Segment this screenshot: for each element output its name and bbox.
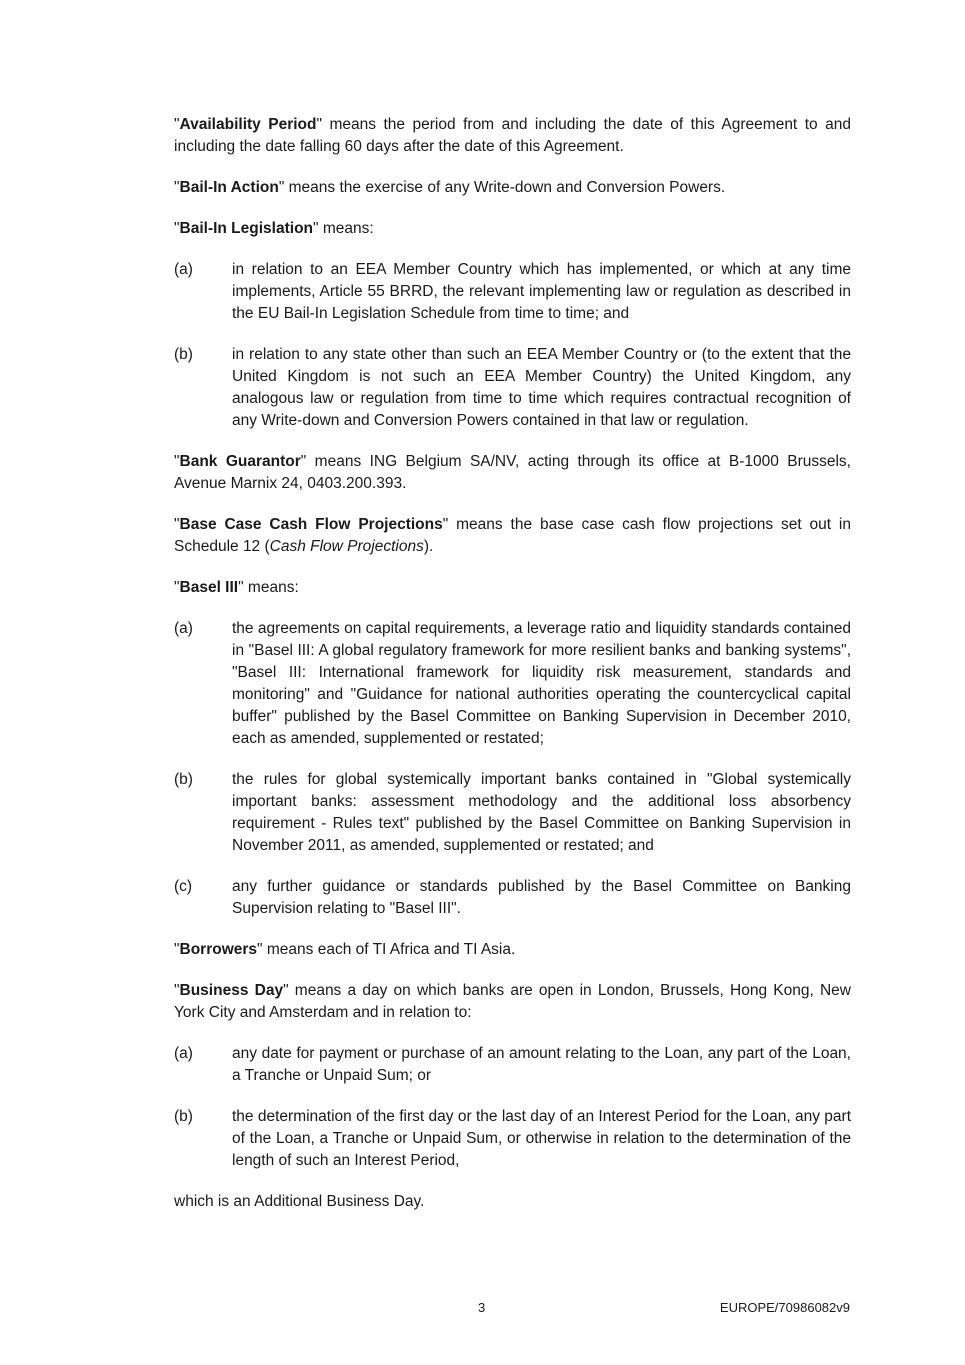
item-label: (b) xyxy=(174,346,193,363)
defined-term: Business Day xyxy=(179,982,284,999)
item-text: the determination of the first day or the last day of an Interest Period for the Loan, any part of the Loan, a Tranche or Unpaid Sum, or otherwise in relation to the determination of the length of such an Interest Period, xyxy=(232,1108,851,1169)
definition-bank-guarantor: "Bank Guarantor" means ING Belgium SA/NV, acting through its office at B-1000 Brussels, Avenue Marnix 24, 0403.200.393. xyxy=(174,453,851,492)
definition-bail-in-legislation: "Bail-In Legislation" means: xyxy=(174,220,374,237)
item-text: in relation to an EEA Member Country which has implemented, or which at any time implements, Article 55 BRRD, the relevant implementing law or regulation as described in the EU Bail-In Legislation Schedule from time to time; and xyxy=(232,261,851,322)
defined-term: Bail-In Legislation xyxy=(179,220,313,237)
item-label: (a) xyxy=(174,620,193,637)
definition-borrowers: "Borrowers" means each of TI Africa and TI Asia. xyxy=(174,941,516,958)
schedule-reference: Cash Flow Projections xyxy=(269,538,424,555)
definition-base-case-cash-flow-projections: "Base Case Cash Flow Projections" means the base case cash flow projections set out in Schedule 12 (Cash Flow Projections). xyxy=(174,516,851,555)
item-label: (b) xyxy=(174,1108,193,1125)
list-item xyxy=(174,1043,851,1087)
list-item xyxy=(174,618,851,750)
page-footer xyxy=(0,1300,965,1320)
item-label: (a) xyxy=(174,1045,193,1062)
definition-basel-iii: "Basel III" means: xyxy=(174,579,299,596)
list-item xyxy=(174,1106,851,1172)
defined-term: Basel III xyxy=(179,579,239,596)
list-item xyxy=(174,769,851,857)
item-text: any further guidance or standards published by the Basel Committee on Banking Supervision relating to "Basel III". xyxy=(232,878,851,917)
list-item xyxy=(174,259,851,325)
defined-term: Bank Guarantor xyxy=(179,453,301,470)
item-label: (c) xyxy=(174,878,193,895)
document-body xyxy=(174,114,851,1232)
defined-term: Availability Period xyxy=(179,116,317,133)
item-text: any date for payment or purchase of an amount relating to the Loan, any part of the Loan, a Tranche or Unpaid Sum; or xyxy=(232,1045,851,1084)
definition-bail-in-action: "Bail-In Action" means the exercise of any Write-down and Conversion Powers. xyxy=(174,179,726,196)
page-number: 3 xyxy=(478,1300,486,1315)
list-item xyxy=(174,876,851,920)
defined-term: Base Case Cash Flow Projections xyxy=(179,516,443,533)
item-text: in relation to any state other than such an EEA Member Country or (to the extent that the United Kingdom is not such an EEA Member Country) the United Kingdom, any analogous law or regulation from time to time which requires contractual recognition of any Write-down and Conversion Powers contained in that law or regulation. xyxy=(232,346,851,429)
definition-business-day: "Business Day" means a day on which banks are open in London, Brussels, Hong Kong, New York City and Amsterdam and in relation to: xyxy=(174,982,851,1021)
defined-term: Bail-In Action xyxy=(179,179,279,196)
closing-clause: which is an Additional Business Day. xyxy=(174,1193,425,1210)
item-text: the agreements on capital requirements, a leverage ratio and liquidity standards contained in "Basel III: A global regulatory framework for more resilient banks and banking systems", "Basel III: International framework for liquidity risk measurement, standards and monitoring" and "Guidance for national authorities operating the countercyclical capital buffer" published by the Basel Committee on Banking Supervision in December 2010, each as amended, supplemented or restated; xyxy=(232,620,851,747)
defined-term: Borrowers xyxy=(179,941,258,958)
list-item xyxy=(174,344,851,432)
item-label: (a) xyxy=(174,261,193,278)
document-reference: EUROPE/70986082v9 xyxy=(719,1300,850,1315)
definition-availability-period: "Availability Period" means the period from and including the date of this Agreement to and including the date falling 60 days after the date of this Agreement. xyxy=(174,116,851,155)
item-text: the rules for global systemically important banks contained in "Global systemically important banks: assessment methodology and the additional loss absorbency requirement - Rules text" published by the Basel Committee on Banking Supervision in November 2011, as amended, supplemented or restated; and xyxy=(232,771,851,854)
item-label: (b) xyxy=(174,771,193,788)
